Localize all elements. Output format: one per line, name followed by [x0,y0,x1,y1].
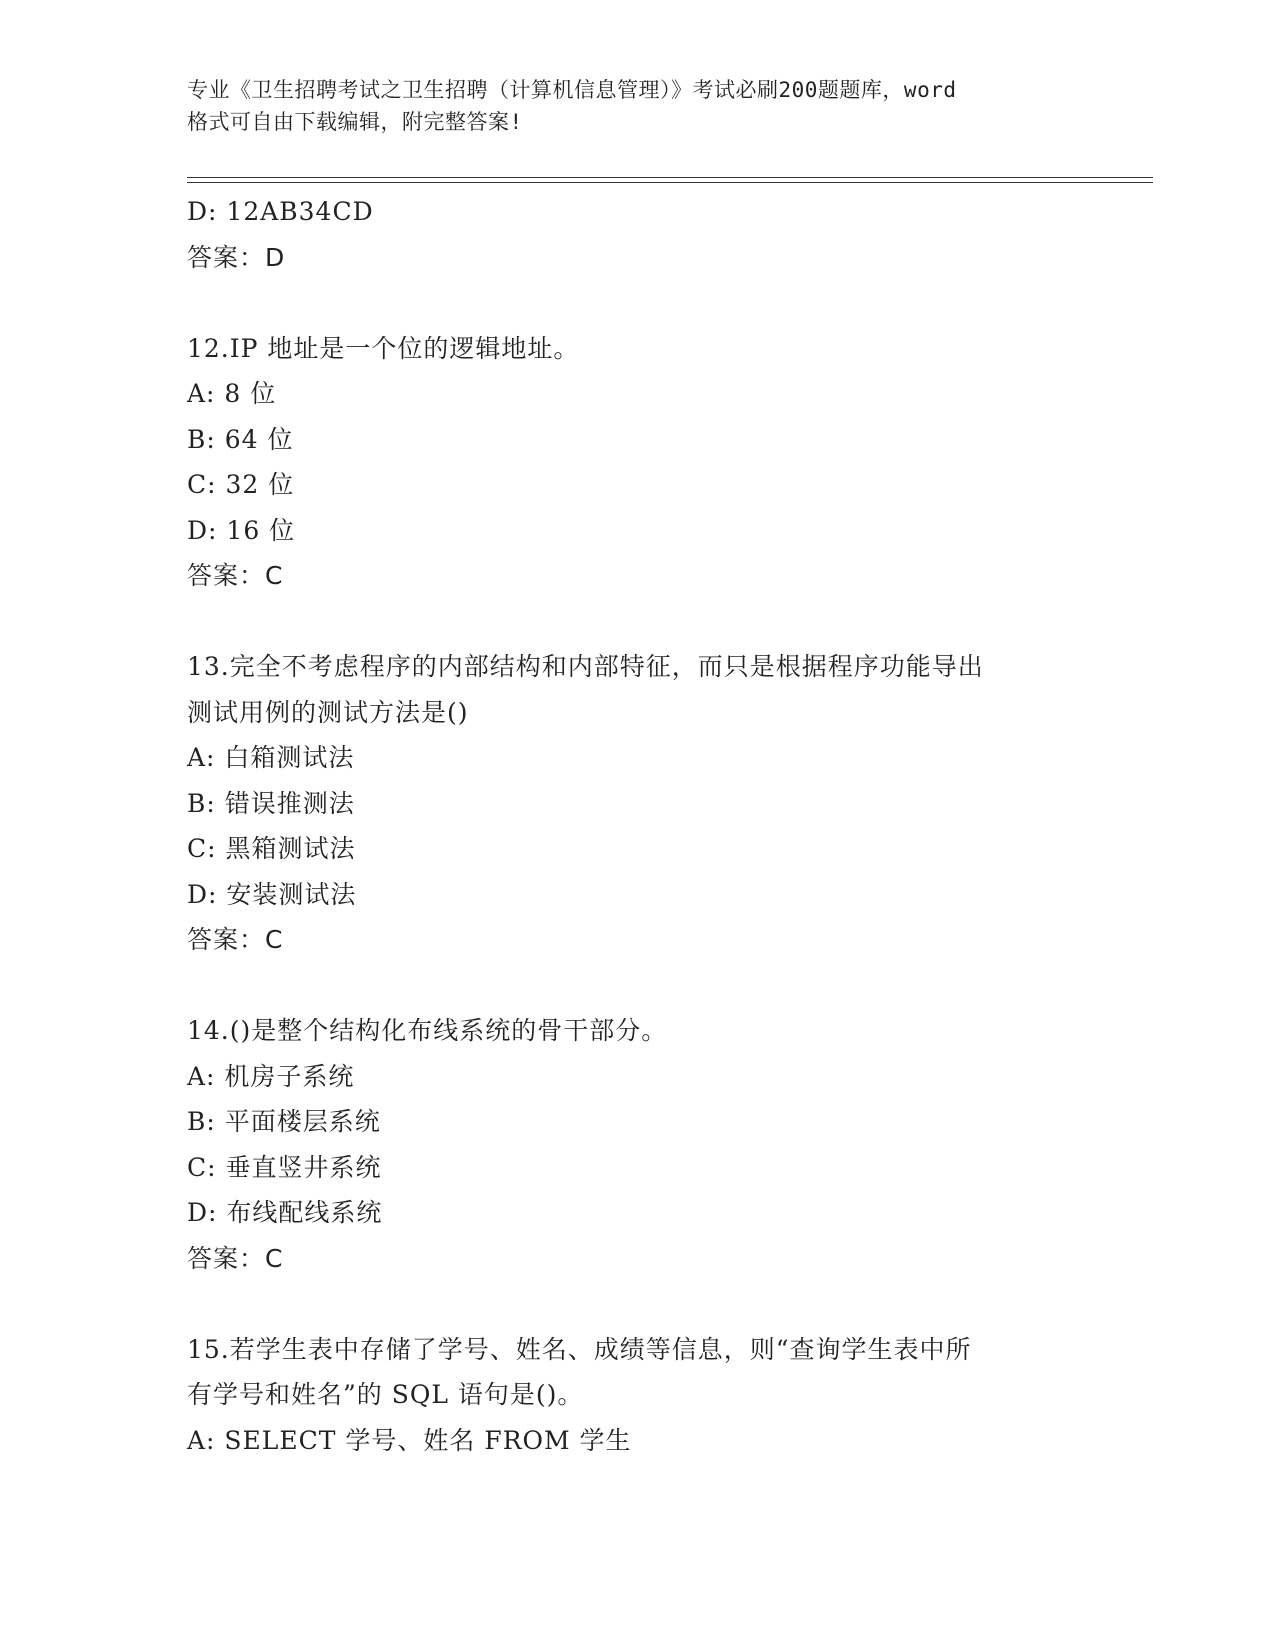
header-line-1: 专业《卫生招聘考试之卫生招聘（计算机信息管理）》考试必刷200题题库，word [187,78,957,102]
spacer [187,280,1087,326]
header-line-2: 格式可自由下载编辑，附完整答案! [187,110,523,134]
prev-answer: 答案：D [187,242,286,272]
question-12-option-a: A: 8 位 [187,379,277,408]
question-14-option-a: A: 机房子系统 [187,1061,355,1091]
question-15-text-line-2: 有学号和姓名”的 SQL 语句是()。 [187,1380,584,1409]
page-header [187,74,1087,138]
question-12-text: 12.IP 地址是一个位的逻辑地址。 [187,333,580,363]
prev-option-d: D: 12AB34CD [187,197,374,226]
question-14-option-d: D: 布线配线系统 [187,1198,383,1227]
question-13-option-a: A: 白箱测试法 [187,743,355,772]
question-list [187,189,1087,1463]
question-15-option-a: A: SELECT 学号、姓名 FROM 学生 [187,1425,632,1455]
question-13-answer: 答案：C [187,925,284,954]
spacer [187,963,1087,1009]
question-12-answer: 答案：C [187,561,284,590]
question-12-option-b: B: 64 位 [187,424,294,454]
question-12-option-d: D: 16 位 [187,515,296,545]
question-14-answer: 答案：C [187,1243,284,1273]
question-14-option-b: B: 平面楼层系统 [187,1107,381,1136]
question-13-text-line-2: 测试用例的测试方法是() [187,697,469,727]
spacer [187,599,1087,645]
question-14-option-c: C: 垂直竖井系统 [187,1152,382,1182]
header-divider-bottom [187,182,1153,183]
question-13-option-b: B: 错误推测法 [187,788,355,818]
question-12-option-c: C: 32 位 [187,470,295,499]
question-13-text-line-1: 13.完全不考虑程序的内部结构和内部特征，而只是根据程序功能导出 [187,652,984,681]
question-14-text: 14.()是整个结构化布线系统的骨干部分。 [187,1016,668,1045]
question-13-option-d: D: 安装测试法 [187,879,357,909]
header-divider-top [187,177,1153,178]
question-15-text-line-1: 15.若学生表中存储了学号、姓名、成绩等信息，则“查询学生表中所 [187,1334,972,1364]
spacer [187,1281,1087,1327]
question-13-option-c: C: 黑箱测试法 [187,834,356,863]
